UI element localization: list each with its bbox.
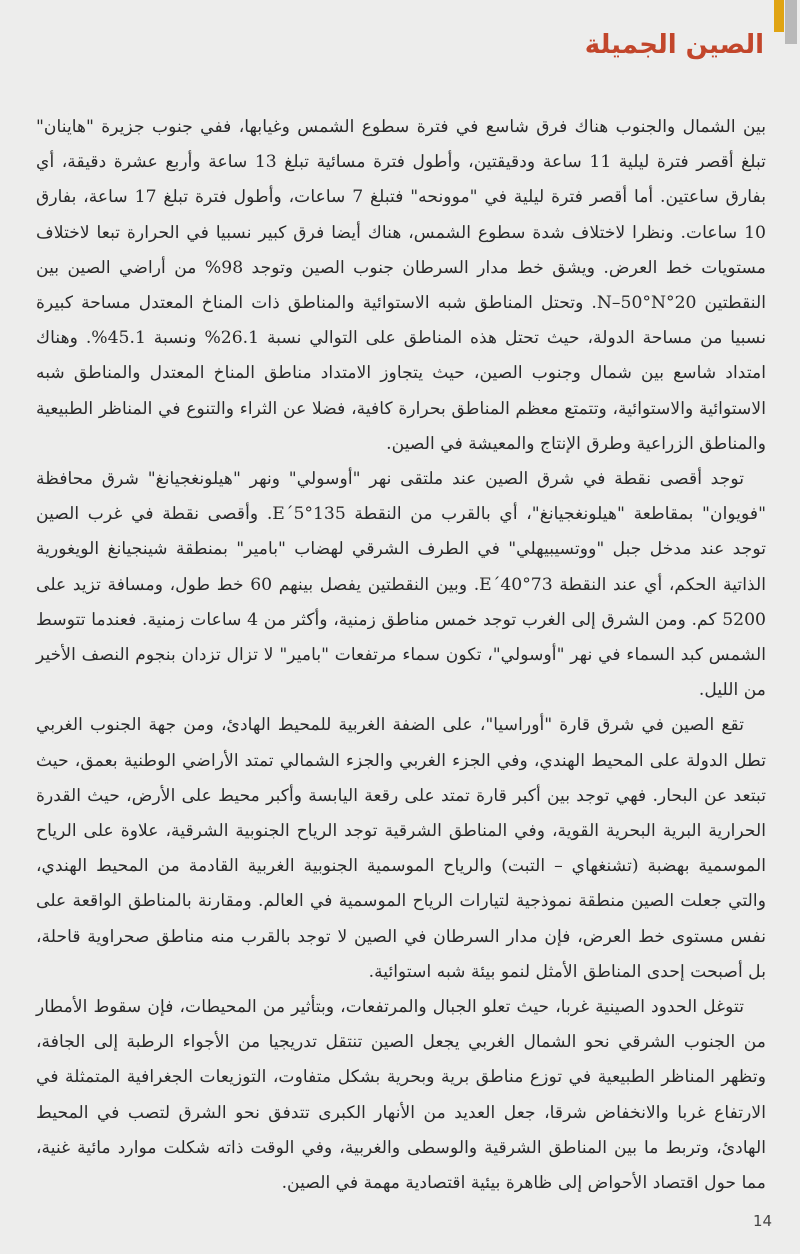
page-title: الصين الجميلة xyxy=(584,30,764,60)
paragraph-daylight-climate: بين الشمال والجنوب هناك فرق شاسع في فترة سطوع الشمس وغيابها، ففي جنوب جزيرة "هاينان" تبلغ أقصر فترة ليلية 11 ساعة ودقيقتين، وأطول فترة مسائية تبلغ 13 ساعة وأربع عشرة دقيقة، أي بفارق ساعتين. أما أقصر فترة ليلية في "موونحه" فتبلغ 7 ساعات، وأطول فترة تبلغ 17 ساعة، بفارق 10 ساعات. ونظرا لاختلاف شدة سطوع الشمس، هناك أيضا فرق كبير نسبيا في الحرارة تبعا لاختلاف مستويات خط العرض. ويشق خط مدار السرطان جنوب الصين وتوجد 98% من أراضي الصين بين النقطتين 20°N–50°N. وتحتل المناطق شبه الاستوائية والمناطق ذات المناخ المعتدل مساحة كبيرة نسبيا من مساحة الدولة، حيث تحتل هذه المناطق على التوالي نسبة 26.1% ونسبة 45.1%. وهناك امتداد شاسع بين شمال وجنوب الصين، حيث يتجاوز الامتداد مناطق المناخ المعتدل والمناطق شبه الاستوائية والاستوائية، وتتمتع معظم المناطق بحرارة كافية، فضلا عن الثراء والتنوع في المناظر الطبيعية والمناطق الزراعية وطرق الإنتاج والمعيشة في الصين. xyxy=(36,117,767,454)
gold-accent-bar xyxy=(774,0,784,32)
paragraph-geographic-location: تقع الصين في شرق قارة "أوراسيا"، على الضفة الغربية للمحيط الهادئ، ومن جهة الجنوب الغربي تطل الدولة على المحيط الهندي، وفي الجزء الغربي والجزء الشمالي تمتد الأراضي الوطنية بعمق، حيث تبتعد عن البحار. فهي توجد بين أكبر قارة تمتد على رقعة اليابسة وأكبر محيط على الأرض، حيث القدرة الحرارية البرية البحرية القوية، وفي المناطق الشرقية توجد الرياح الجنوبية الشرقية، علاوة على الرياح الموسمية بهضبة (تشنغهاي – التبت) والرياح الموسمية الجنوبية الغربية القادمة من المحيط الهندي، والتي جعلت الصين منطقة نموذجية لتيارات الرياح الموسمية في العالم. ومقارنة بالمناطق الواقعة على نفس مستوى خط العرض، فإن مدار السرطان في الصين لا توجد بالقرب منه مناطق صحراوية قاحلة، بل أصبحت إحدى المناطق الأمثل لنمو بيئة شبه استوائية. xyxy=(36,715,766,982)
article-body xyxy=(36,110,766,1201)
page-number: 14 xyxy=(753,1212,773,1230)
gray-accent-bar xyxy=(785,0,797,44)
paragraph-east-west-extent: توجد أقصى نقطة في شرق الصين عند ملتقى نهر "أوسولي" ونهر "هيلونغجيانغ" شرق محافظة "فويوان" بمقاطعة "هيلونغجيانغ"، أي بالقرب من النقطة 135°5´E. وأقصى نقطة في غرب الصين توجد عند مدخل جبل "ووتسيبيهلي" في الطرف الشرقي لهضاب "بامير" بمنطقة شينجيانغ الويغورية الذاتية الحكم، أي عند النقطة 73°40´E. وبين النقطتين يفصل بينهم 60 خط طول، ومسافة تزيد على 5200 كم. ومن الشرق إلى الغرب توجد خمس مناطق زمنية، وأكثر من 4 ساعات زمنية. فعندما تتوسط الشمس كبد السماء في نهر "أوسولي"، تكون سماء مرتفعات "بامير" لا تزال تزدان بنجوم النصف الأخير من الليل. xyxy=(36,469,767,701)
paragraph-terrain-rivers: تتوغل الحدود الصينية غربا، حيث تعلو الجبال والمرتفعات، وبتأثير من المحيطات، فإن سقوط الأمطار من الجنوب الشرقي نحو الشمال الغربي يجعل الصين تنتقل تدريجيا من الأجواء الرطبة إلى الجافة، وتظهر المناظر الطبيعية في توزع مناطق برية وبحرية بشكل متفاوت، التوزيعات الجغرافية المتمثلة في الارتفاع غربا والانخفاض شرقا، جعل العديد من الأنهار الكبرى تتدفق نحو الشرق لتصب في المحيط الهادئ، وتربط ما بين المناطق الشرقية والوسطى والغربية، وفي الوقت ذاته شكلت موارد مائية غنية، مما حول اقتصاد الأحواض إلى ظاهرة بيئية اقتصادية مهمة في الصين. xyxy=(36,997,766,1194)
